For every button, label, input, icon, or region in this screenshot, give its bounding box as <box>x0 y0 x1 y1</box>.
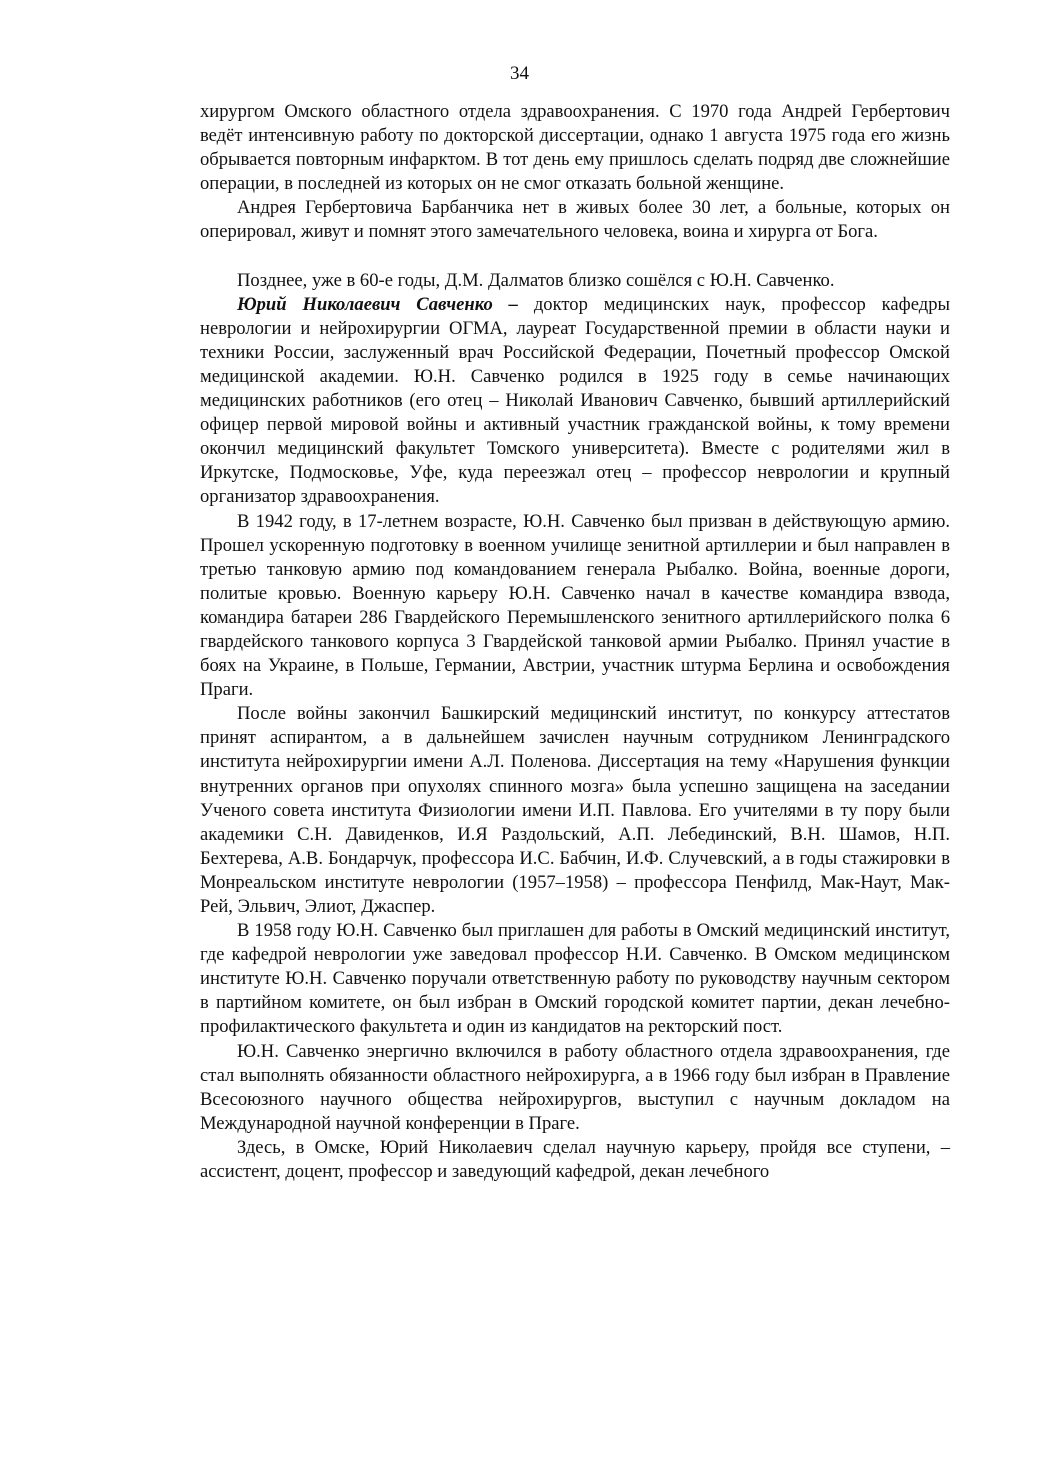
page-number: 34 <box>510 63 529 84</box>
paragraph-gap <box>200 245 950 269</box>
paragraph-dalmatov: Позднее, уже в 60-е годы, Д.М. Далматов близко сошёлся с Ю.Н. Савченко. <box>237 269 835 291</box>
paragraph-barbanchik: Андрея Гербертовича Барбанчика нет в живых более 30 лет, а больные, которых он оперировал, живут и помнят этого замечательного человека, воина и хирурга от Бога. <box>200 197 950 243</box>
paragraph-health-department: Ю.Н. Савченко энергично включился в работу областного отдела здравоохранения, где стал выполнять обязанности областного нейрохирурга, а в 1966 году был избран в Правление Всесоюзного научного общества нейрохирургов, выступил с научным докладом на Международной научной конференции в Праге. <box>200 1040 950 1134</box>
paragraph-career: Здесь, в Омске, Юрий Николаевич сделал научную карьеру, пройдя все ступени, – ассистент, доцент, профессор и заведующий кафедрой, декан лечебного <box>200 1136 950 1183</box>
paragraph-continuation: хирургом Омского областного отдела здравоохранения. С 1970 года Андрей Гербертович ведёт интенсивную работу по докторской диссертации, однако 1 августа 1975 года его жизнь обрывается повторным инфарктом. В тот день ему пришлось сделать подряд две сложнейшие операции, в последней из которых он не смог отказать больной женщине. <box>200 101 950 195</box>
paragraph-education: После войны закончил Башкирский медицинский институт, по конкурсу аттестатов принят аспирантом, а в дальнейшем зачислен научным сотрудником Ленинградского института нейрохирургии имени А.Л. Поленова. Диссертация на тему «Нарушения функции внутренних органов при опухолях спинного мозга» была успешно защищена на заседании Ученого совета института Физиологии имени И.П. Павлова. Его учителями в ту пору были академики С.Н. Давиденков, И.Я Раздольский, А.П. Лебединский, В.Н. Шамов, Н.П. Бехтерева, А.В. Бондарчук, профессора И.С. Бабчин, И.Ф. Случевский, а в годы стажировки в Монреальском институте неврологии (1957–1958) – профессора Пенфилд, Мак-Наут, Мак-Рей, Эльвич, Элиот, Джаспер. <box>200 703 950 917</box>
paragraph-savchenko-intro-text: доктор медицинских наук, профессор кафедры неврологии и нейрохирургии ОГМА, лауреат Государственной премии в области науки и техники России, заслуженный врач Российской Федерации, Почетный профессор Омской медицинской академии. Ю.Н. Савченко родился в 1925 году в семье начинающих медицинских работников (его отец – Николай Иванович Савченко, бывший артиллерийский офицер первой мировой войны и активный участник гражданской войны, к тому времени окончил медицинский факультет Томского университета). Вместе с родителями жил в Иркутске, Подмосковье, Уфе, куда переезжал отец – профессор неврологии и крупный организатор здравоохранения. <box>200 293 950 508</box>
paragraph-war-service: В 1942 году, в 17-летнем возрасте, Ю.Н. Савченко был призван в действующую армию. Прошел ускоренную подготовку в военном училище зенитной артиллерии и был направлен в третью танковую армию под командованием генерала Рыбалко. Война, военные дороги, политые кровью. Военную карьеру Ю.Н. Савченко начал в качестве командира взвода, командира батареи 286 Гвардейского Перемышленского зенитного артиллерийского полка 6 гвардейского танкового корпуса 3 Гвардейской танковой армии Рыбалко. Принял участие в боях на Украине, в Польше, Германии, Австрии, участник штурма Берлина и освобождения Праги. <box>200 510 950 701</box>
paragraph-omsk-institute: В 1958 году Ю.Н. Савченко был приглашен для работы в Омский медицинский институт, где кафедрой неврологии уже заведовал профессор Н.И. Савченко. В Омском медицинском институте Ю.Н. Савченко поручали ответственную работу по руководству научным сектором в партийном комитете, он был избран в Омский городской комитет партии, декан лечебно-профилактического факультета и один из кандидатов на ректорский пост. <box>200 920 950 1038</box>
paragraph-savchenko-intro <box>200 293 950 510</box>
document-body <box>200 100 950 1184</box>
person-name-lead: Юрий Николаевич Савченко – <box>237 293 518 315</box>
